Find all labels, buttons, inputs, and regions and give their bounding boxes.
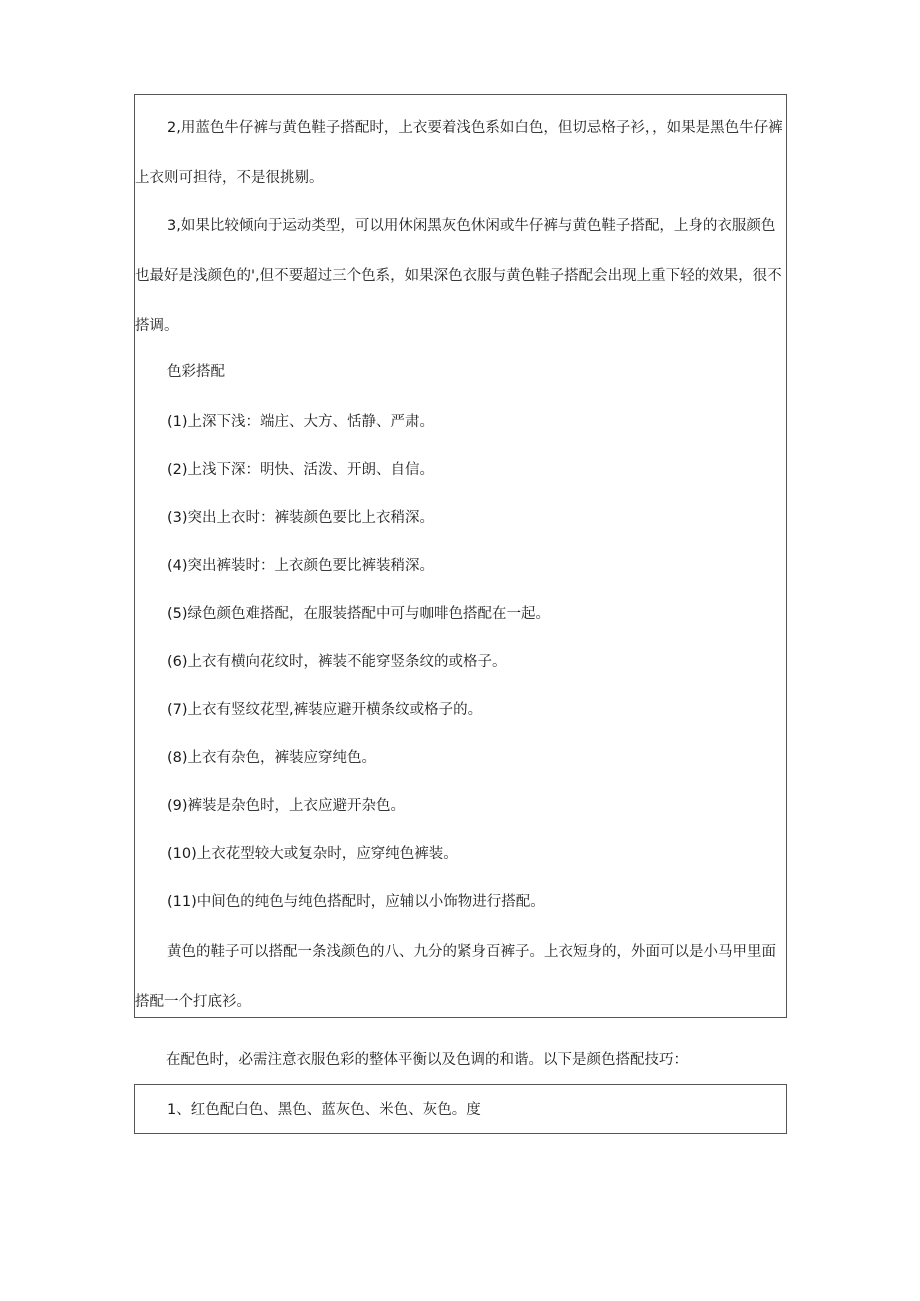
rule-8: (8)上衣有杂色，裤装应穿纯色。: [167, 750, 377, 766]
rule-5: (5)绿色颜色难搭配，在服装搭配中可与咖啡色搭配在一起。: [167, 606, 551, 622]
paragraph-2: 2,用蓝色牛仔裤与黄色鞋子搭配时，上衣要着浅色系如白色，但切忌格子衫，，如果是黑色牛仔裤上衣则可担待，不是很挑剔。: [135, 120, 783, 186]
content-box-1: [134, 94, 787, 1018]
intro-line: 在配色时，必需注意衣服色彩的整体平衡以及色调的和谐。以下是颜色搭配技巧：: [166, 1052, 688, 1068]
rule-7: (7)上衣有竖纹花型,裤装应避开横条纹或格子的。: [167, 702, 483, 718]
rule-2: (2)上浅下深：明快、活泼、开朗、自信。: [167, 462, 435, 478]
color-tip-1: 1、红色配白色、黑色、蓝灰色、米色、灰色。度: [167, 1102, 481, 1118]
content-box-2: [134, 1084, 787, 1134]
rule-3: (3)突出上衣时：裤装颜色要比上衣稍深。: [167, 510, 435, 526]
paragraph-yellow-shoes: 黄色的鞋子可以搭配一条浅颜色的八、九分的紧身百裤子。上衣短身的，外面可以是小马甲里面搭配一个打底衫。: [135, 944, 776, 1010]
rule-11: (11)中间色的纯色与纯色搭配时，应辅以小饰物进行搭配。: [167, 894, 545, 910]
heading-color-matching: 色彩搭配: [167, 364, 225, 380]
rule-4: (4)突出裤装时：上衣颜色要比裤装稍深。: [167, 558, 435, 574]
rule-1: (1)上深下浅：端庄、大方、恬静、严肃。: [167, 414, 435, 430]
rule-10: (10)上衣花型较大或复杂时，应穿纯色裤装。: [167, 846, 458, 862]
paragraph-3: 3,如果比较倾向于运动类型，可以用休闲黑灰色休闲或牛仔裤与黄色鞋子搭配，上身的衣服颜色也最好是浅颜色的',但不要超过三个色系，如果深色衣服与黄色鞋子搭配会出现上重下轻的效果，很不搭调。: [135, 218, 782, 334]
rule-6: (6)上衣有横向花纹时，裤装不能穿竖条纹的或格子。: [167, 654, 507, 670]
rule-9: (9)裤装是杂色时，上衣应避开杂色。: [167, 798, 406, 814]
